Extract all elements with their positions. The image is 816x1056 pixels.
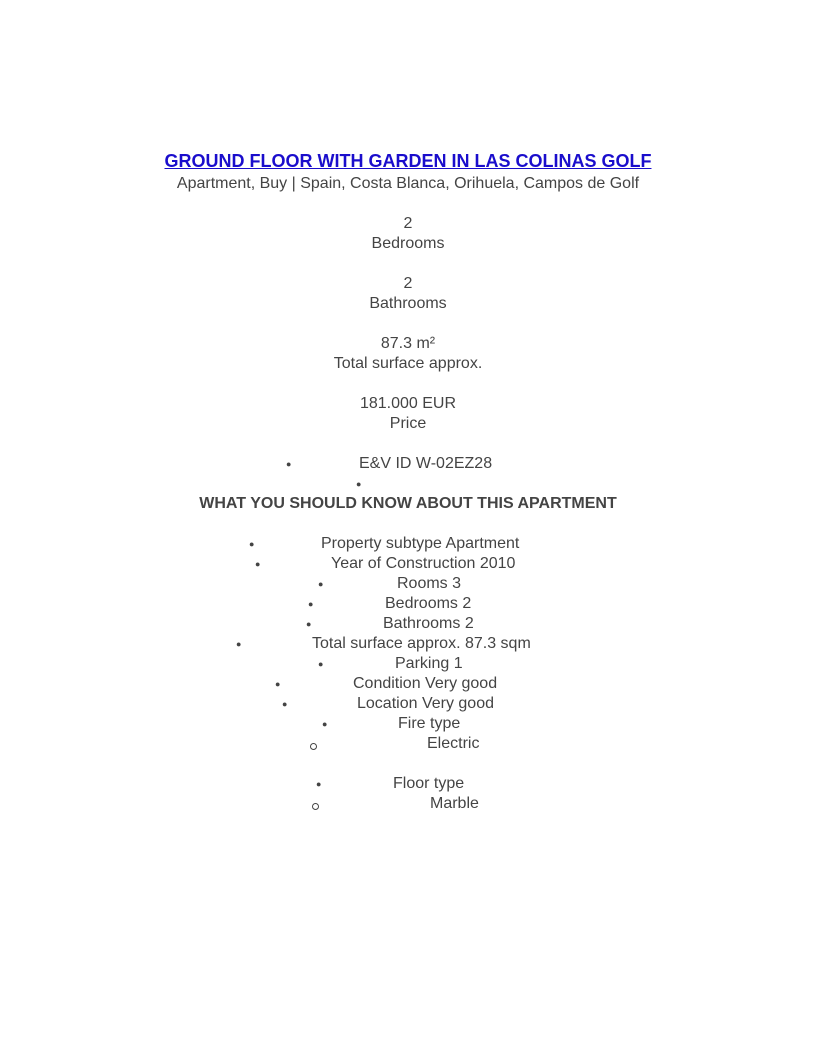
bathrooms-value: 2 [403, 275, 413, 292]
detail-text: Condition Very good [353, 675, 498, 692]
detail-text: Floor type [393, 775, 465, 792]
detail-text: Property subtype Apartment [321, 535, 520, 552]
detail-text: Electric [427, 735, 480, 752]
bullet-icon: ● [286, 459, 292, 469]
detail-item [0, 614, 816, 634]
detail-item [0, 574, 816, 594]
detail-item [0, 774, 816, 794]
bullet-icon: ● [306, 619, 312, 629]
reference-id: E&V ID W-02EZ28 [359, 455, 493, 472]
bullet-icon: ● [236, 639, 242, 649]
listing-title [0, 150, 816, 172]
detail-text: Marble [430, 795, 479, 812]
detail-item [0, 634, 816, 654]
circle-bullet-icon [312, 803, 319, 810]
bedrooms-label: Bedrooms [371, 235, 445, 252]
bullet-icon: ● [322, 719, 328, 729]
empty-list-item [0, 474, 816, 494]
bedrooms-value: 2 [403, 215, 413, 232]
detail-item [0, 674, 816, 694]
surface-value: 87.3 m² [380, 335, 436, 352]
bullet-icon: ● [356, 479, 362, 489]
listing-title-link[interactable]: GROUND FLOOR WITH GARDEN IN LAS COLINAS GOLF [164, 151, 652, 171]
detail-subitem [0, 794, 816, 814]
detail-text: Fire type [398, 715, 461, 732]
bullet-icon: ● [318, 579, 324, 589]
bullet-icon: ● [308, 599, 314, 609]
detail-item [0, 714, 816, 734]
bullet-icon: ● [282, 699, 288, 709]
bullet-icon: ● [275, 679, 281, 689]
detail-item [0, 654, 816, 674]
detail-text: Total surface approx. 87.3 sqm [312, 635, 531, 652]
detail-item [0, 594, 816, 614]
detail-text: Parking 1 [395, 655, 463, 672]
details-heading: WHAT YOU SHOULD KNOW ABOUT THIS APARTMENT [199, 495, 617, 512]
detail-text: Rooms 3 [397, 575, 462, 592]
price-label: Price [389, 415, 427, 432]
detail-item [0, 694, 816, 714]
detail-subitem [0, 734, 816, 754]
detail-item [0, 554, 816, 574]
detail-text: Bathrooms 2 [383, 615, 474, 632]
listing-subtitle: Apartment, Buy | Spain, Costa Blanca, Orihuela, Campos de Golf [176, 175, 640, 192]
bullet-icon: ● [249, 539, 255, 549]
bathrooms-label: Bathrooms [369, 295, 447, 312]
bullet-icon: ● [316, 779, 322, 789]
reference-item [0, 454, 816, 474]
detail-text: Year of Construction 2010 [331, 555, 516, 572]
detail-text: Bedrooms 2 [385, 595, 472, 612]
circle-bullet-icon [310, 743, 317, 750]
surface-label: Total surface approx. [333, 355, 483, 372]
detail-text: Location Very good [357, 695, 494, 712]
detail-item [0, 534, 816, 554]
price-value: 181.000 EUR [359, 395, 457, 412]
bullet-icon: ● [318, 659, 324, 669]
bullet-icon: ● [255, 559, 261, 569]
